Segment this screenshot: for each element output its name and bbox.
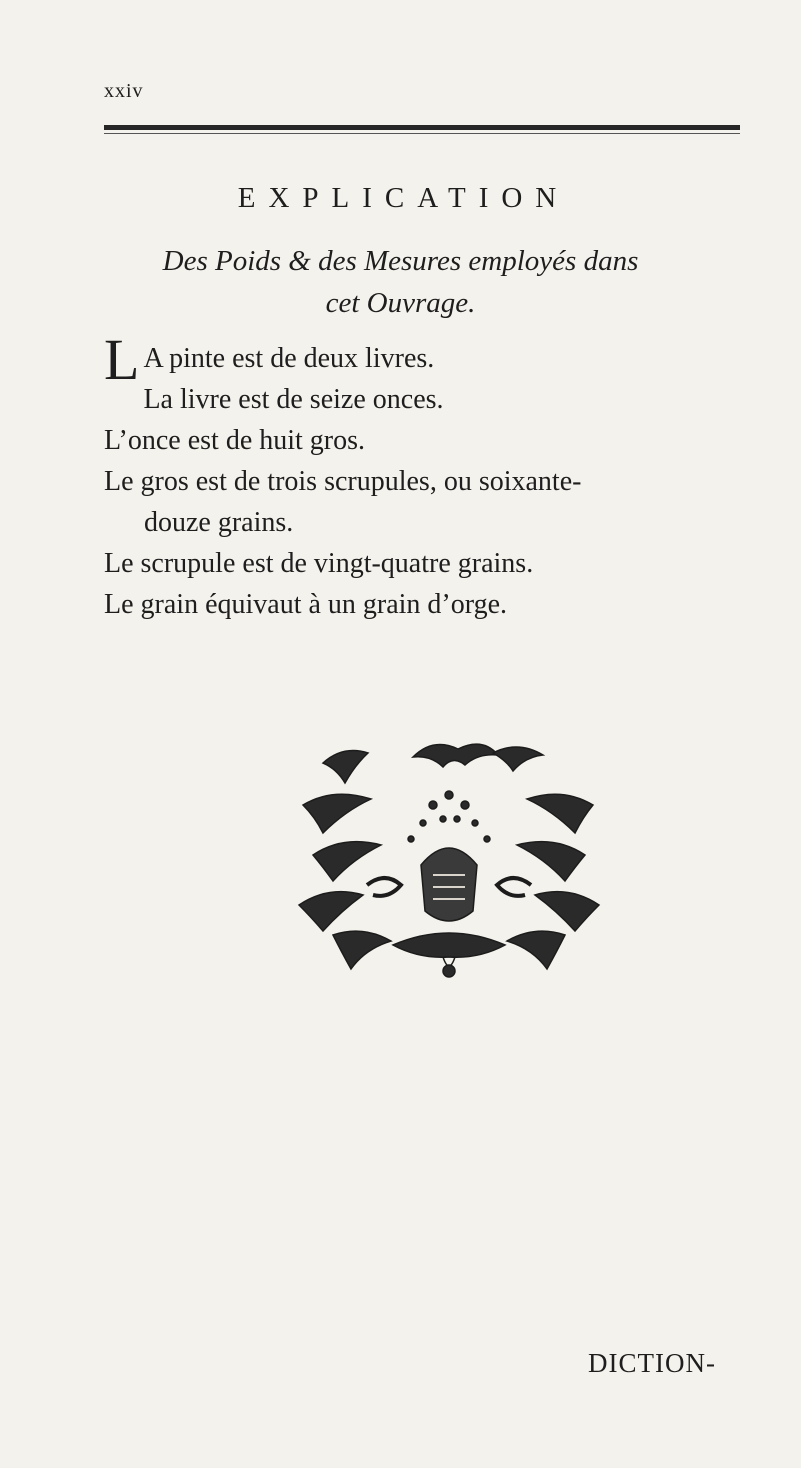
entry-gros-continued: douze grains. [144, 507, 294, 538]
page-subtitle [0, 240, 801, 324]
entry-gros: Le gros est de trois scrupules, ou soixante- [104, 466, 582, 497]
catchword: DICTION- [588, 1348, 716, 1378]
entry-scrupule: Le scrupule est de vingt-quatre grains. [104, 548, 534, 579]
page-title: EXPLICATION [237, 182, 570, 214]
header-rule-thin [104, 133, 740, 134]
entry-once: L’once est de huit gros. [104, 425, 366, 456]
header-rule [104, 125, 740, 130]
entry-grain: Le grain équivaut à un grain d’orge. [104, 589, 508, 620]
subtitle-line-2: cet Ouvrage. [325, 287, 476, 319]
drop-cap: L [104, 327, 140, 392]
leaf-ornament-icon [293, 735, 605, 980]
entry-livre: La livre est de seize onces. [143, 384, 444, 415]
entry-pinte [104, 327, 754, 392]
entry-text: A pinte est de deux livres. [143, 343, 435, 374]
measures-list [104, 327, 754, 625]
page-number: xxiv [104, 80, 144, 102]
subtitle-line-1: Des Poids & des Mesures employés dans [162, 245, 639, 277]
